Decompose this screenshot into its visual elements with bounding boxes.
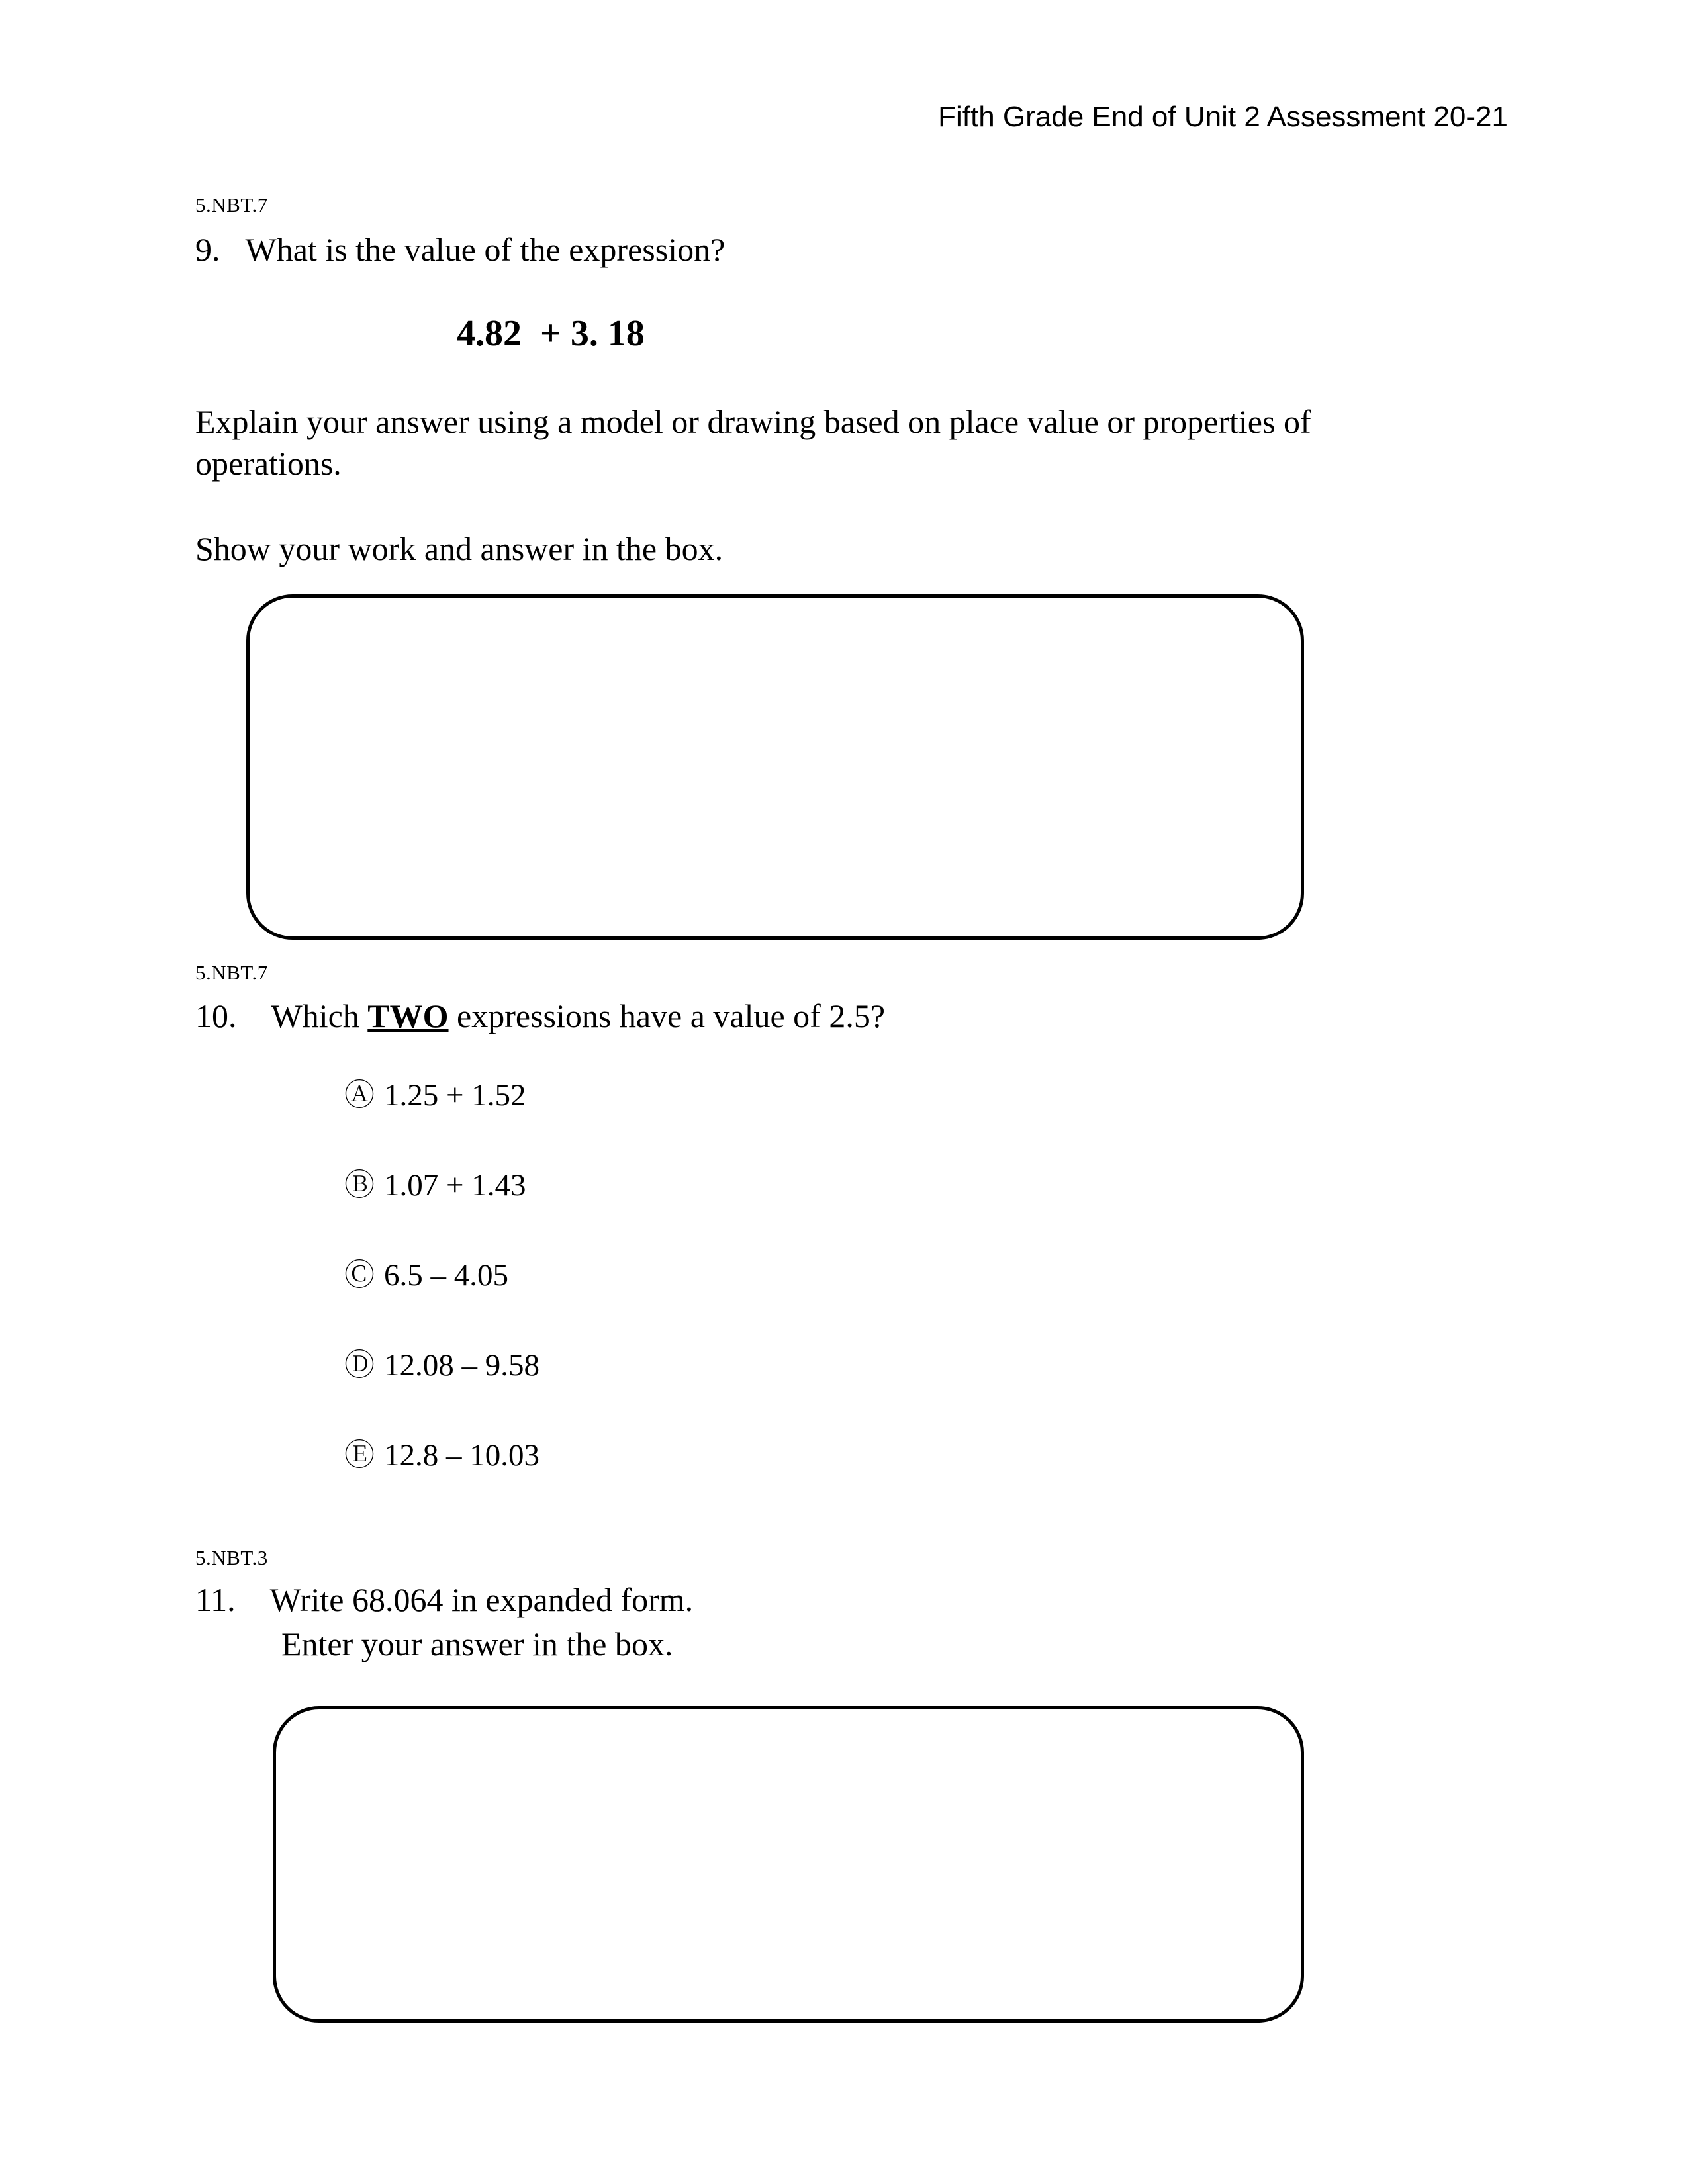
choice-d[interactable] xyxy=(344,1347,539,1383)
choice-b[interactable] xyxy=(344,1167,539,1203)
standard-label-q9: 5.NBT.7 xyxy=(195,193,268,216)
choice-e[interactable] xyxy=(344,1437,539,1473)
question-11-prompt-line2: Enter your answer in the box. xyxy=(281,1625,673,1662)
choice-b-letter-icon[interactable]: Ⓑ xyxy=(344,1167,375,1203)
question-9-prompt: What is the value of the expression? xyxy=(245,231,726,268)
choice-a-text: 1.25 + 1.52 xyxy=(384,1078,526,1113)
choice-d-letter-icon[interactable]: Ⓓ xyxy=(344,1347,375,1383)
question-9-explain-instruction: Explain your answer using a model or drawing based on place value or properties of operations. xyxy=(195,403,1311,482)
question-10-prompt-prefix: Which xyxy=(271,997,368,1034)
question-11 xyxy=(195,1580,693,1619)
question-9-show-work-instruction: Show your work and answer in the box. xyxy=(195,530,724,567)
choice-e-letter-icon[interactable]: Ⓔ xyxy=(344,1437,375,1473)
question-10-choices xyxy=(344,1077,539,1527)
choice-b-text: 1.07 + 1.43 xyxy=(384,1168,526,1203)
choice-c-letter-icon[interactable]: Ⓒ xyxy=(344,1257,375,1293)
standard-label-q10: 5.NBT.7 xyxy=(195,961,268,984)
question-9-expression: 4.82 + 3. 18 xyxy=(457,313,645,354)
choice-c-text: 6.5 – 4.05 xyxy=(384,1258,508,1293)
question-10-prompt-emphasis: TWO xyxy=(367,997,449,1034)
question-10-number: 10. xyxy=(195,997,237,1034)
choice-a[interactable] xyxy=(344,1077,539,1113)
question-11-prompt-line1: Write 68.064 in expanded form. xyxy=(269,1581,694,1618)
page-header-title: Fifth Grade End of Unit 2 Assessment 20-21 xyxy=(938,101,1508,133)
choice-d-text: 12.08 – 9.58 xyxy=(384,1348,539,1383)
standard-label-q11: 5.NBT.3 xyxy=(195,1546,268,1569)
choice-e-text: 12.8 – 10.03 xyxy=(384,1438,539,1473)
question-11-number: 11. xyxy=(195,1581,236,1618)
question-9 xyxy=(195,230,725,269)
question-10-prompt-suffix: expressions have a value of 2.5? xyxy=(448,997,886,1034)
answer-box-q11[interactable] xyxy=(273,1706,1304,2023)
choice-a-letter-icon[interactable]: Ⓐ xyxy=(344,1077,375,1113)
question-9-number: 9. xyxy=(195,231,220,268)
question-10 xyxy=(195,997,885,1035)
choice-c[interactable] xyxy=(344,1257,539,1293)
answer-box-q9[interactable] xyxy=(246,594,1304,940)
